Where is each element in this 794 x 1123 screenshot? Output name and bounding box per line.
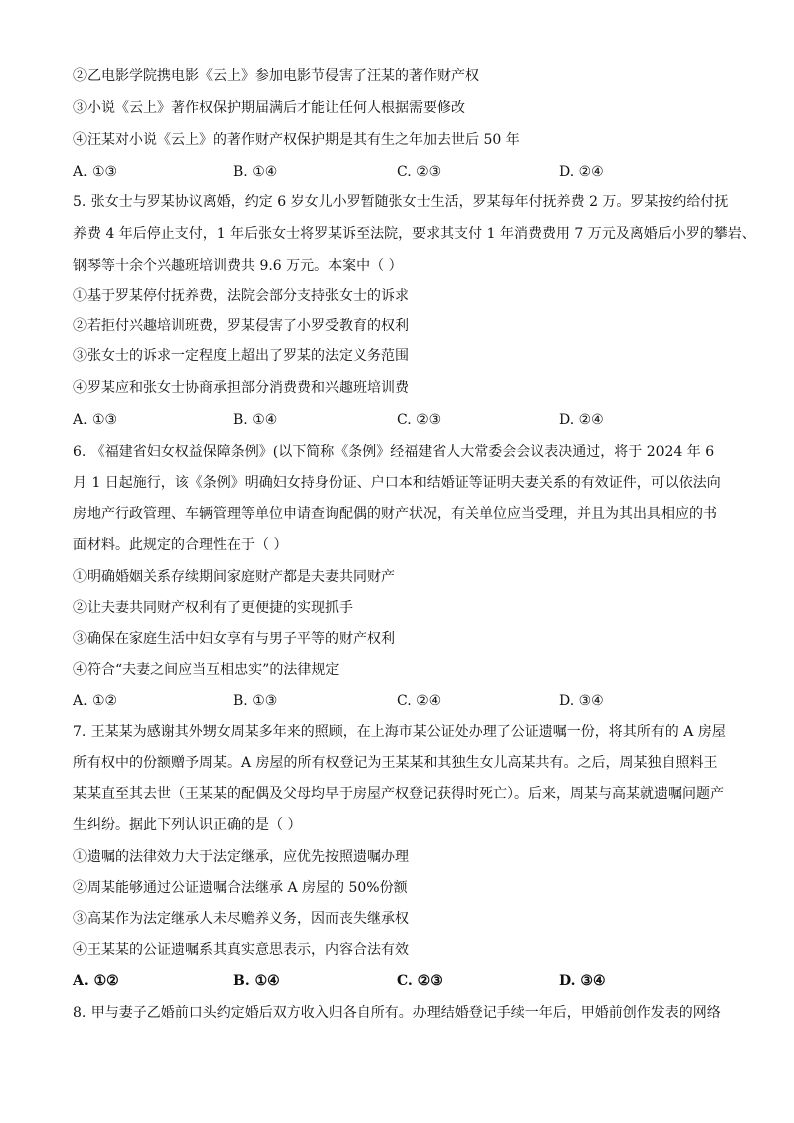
q5-option-c: C. ②③ <box>397 412 442 428</box>
q6-option-a: A. ①② <box>73 693 118 709</box>
q5-stem-line-3: 钢琴等十余个兴趣班培训费共 9.6 万元。本案中（ ） <box>73 258 403 274</box>
q6-stem-line-1: 6. 《福建省妇女权益保障条例》(以下简称《条例》经福建省人大常委会会议表决通过，将于 2024 年 6 <box>73 444 715 460</box>
q7-stem-line-3: 某某直至其去世（王某某的配偶及父母均早于房屋产权登记获得时死亡）。后来，周某与高某就遗嘱问题产 <box>73 786 724 802</box>
q5-option-b: B. ①④ <box>233 412 278 428</box>
q5-stem-line-2: 养费 4 年后停止支付，1 年后张女士将罗某诉至法院，要求其支付 1 年消费费用 7 万元及离婚后小罗的攀岩、 <box>73 226 756 242</box>
q7-options <box>73 971 733 991</box>
q7-item-4: ④王某某的公证遗嘱系其真实意思表示，内容合法有效 <box>73 942 409 958</box>
q4-option-c: C. ②③ <box>397 164 442 180</box>
q4-option-d: D. ②④ <box>559 164 604 180</box>
q6-option-b: B. ①③ <box>233 693 278 709</box>
q6-option-d: D. ③④ <box>559 693 604 709</box>
q4-item-3: ③小说《云上》著作权保护期届满后才能让任何人根据需要修改 <box>73 100 465 116</box>
q6-item-3: ③确保在家庭生活中妇女享有与男子平等的财产权利 <box>73 631 395 647</box>
q6-item-4: ④符合“夫妻之间应当互相忠实”的法律规定 <box>73 662 340 678</box>
q4-option-a: A. ①③ <box>73 164 118 180</box>
q4-item-2: ②乙电影学院携电影《云上》参加电影节侵害了汪某的著作财产权 <box>73 68 479 84</box>
q7-option-d: D. ③④ <box>559 973 606 989</box>
q7-option-a: A. ①② <box>73 973 119 989</box>
q5-option-d: D. ②④ <box>559 412 604 428</box>
q5-item-4: ④罗某应和张女士协商承担部分消费费和兴趣班培训费 <box>73 380 409 396</box>
q5-stem-line-1: 5. 张女士与罗某协议离婚，约定 6 岁女儿小罗暂随张女士生活，罗某每年付抚养费 2 万。罗某按约给付抚 <box>73 194 729 210</box>
q6-stem-line-2: 月 1 日起施行，该《条例》明确妇女持身份证、户口本和结婚证等证明夫妻关系的有效证件，可以依法向 <box>73 475 721 491</box>
q7-option-b: B. ①④ <box>233 973 280 989</box>
q5-item-2: ②若拒付兴趣培训班费，罗某侵害了小罗受教育的权利 <box>73 318 409 334</box>
q6-item-1: ①明确婚姻关系存续期间家庭财产都是夫妻共同财产 <box>73 569 395 585</box>
q7-item-2: ②周某能够通过公证遗嘱合法继承 A 房屋的 50%份额 <box>73 880 408 896</box>
q7-option-c: C. ②③ <box>397 973 443 989</box>
q7-item-1: ①遗嘱的法律效力大于法定继承，应优先按照遗嘱办理 <box>73 849 409 865</box>
q8-stem-line-1: 8. 甲与妻子乙婚前口头约定婚后双方收入归各自所有。办理结婚登记手续一年后，甲婚前创作发表的网络 <box>73 1005 721 1021</box>
q5-item-1: ①基于罗某停付抚养费，法院会部分支持张女士的诉求 <box>73 288 409 304</box>
q5-option-a: A. ①③ <box>73 412 118 428</box>
q7-item-3: ③高某作为法定继承人未尽赡养义务，因而丧失继承权 <box>73 911 409 927</box>
q4-option-b: B. ①④ <box>233 164 278 180</box>
q7-stem-line-1: 7. 王某某为感谢其外甥女周某多年来的照顾，在上海市某公证处办理了公证遗嘱一份，将其所有的 A 房屋 <box>73 724 726 740</box>
q7-stem-line-2: 所有权中的份额赠予周某。A 房屋的所有权登记为王某某和其独生女儿高某共有。之后，周某独自照料王 <box>73 755 718 771</box>
q6-stem-line-4: 面材料。此规定的合理性在于（ ） <box>73 537 288 553</box>
q5-item-3: ③张女士的诉求一定程度上超出了罗某的法定义务范围 <box>73 348 409 364</box>
q7-stem-line-4: 生纠纷。据此下列认识正确的是（ ） <box>73 817 302 833</box>
q4-item-4: ④汪某对小说《云上》的著作财产权保护期是其有生之年加去世后 50 年 <box>73 132 520 148</box>
q6-options <box>73 691 733 711</box>
q4-options <box>73 162 733 182</box>
q5-options <box>73 410 733 430</box>
q6-option-c: C. ②④ <box>397 693 442 709</box>
q6-item-2: ②让夫妻共同财产权利有了更便捷的实现抓手 <box>73 600 353 616</box>
q6-stem-line-3: 房地产行政管理、车辆管理等单位申请查询配偶的财产状况，有关单位应当受理，并且为其出具相应的书 <box>73 506 717 522</box>
